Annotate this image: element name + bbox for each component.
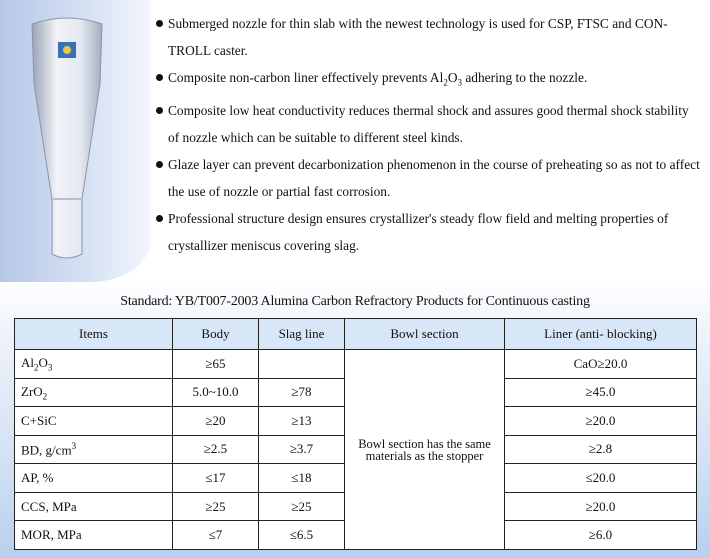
header-liner: Liner (anti- blocking) [505,319,697,350]
liner-cell: ≤20.0 [505,464,697,493]
table-header-row [15,319,697,350]
item-cell: $Al_2O_3$ [15,350,173,379]
feature-item [155,205,700,259]
feature-item [155,97,700,151]
header-bowl-section: Bowl section [345,319,505,350]
slag-cell: ≥25 [259,492,345,521]
slag-cell [259,350,345,379]
feature-text: Composite non-carbon liner effectively prevents $Al_2O_3$ adhering to the nozzle. [168,70,588,88]
liner-cell: ≥20.0 [505,492,697,521]
bullet-dot-icon [156,107,163,114]
slag-cell: ≤6.5 [259,521,345,550]
feature-text: Professional structure design ensures crystallizer's steady flow field and melting properties of crystallizer meniscus covering slag. [168,210,669,253]
body-cell: ≤17 [173,464,259,493]
slag-cell: ≥3.7 [259,435,345,464]
feature-text: Composite low heat conductivity reduces thermal shock and assures good thermal shock stability of nozzle which can be suitable to different steel kinds. [168,102,689,145]
item-cell: BD, $g/cm^3$ [15,435,173,464]
body-cell: ≥2.5 [173,435,259,464]
slag-cell: ≥13 [259,407,345,436]
table-caption: Standard: YB/T007-2003 Alumina Carbon Refractory Products for Continuous casting [120,294,590,309]
bullet-dot-icon [156,20,163,27]
feature-text: Glaze layer can prevent decarbonization phenomenon in the course of preheating so as not to affect the use of nozzle or partial fast corrosion. [168,156,700,199]
body-cell: ≤7 [173,521,259,550]
item-cell: CCS, MPa [15,492,173,521]
body-cell: ≥20 [173,407,259,436]
liner-cell: ≥45.0 [505,378,697,407]
liner-cell: ≥20.0 [505,407,697,436]
bullet-dot-icon [156,215,163,222]
submerged-nozzle-image [22,14,112,264]
item-cell: ZrO$_2$ [15,378,173,407]
spec-table [14,318,697,550]
item-cell: AP, % [15,464,173,493]
feature-list [155,10,700,259]
feature-item [155,10,700,64]
body-cell: ≥65 [173,350,259,379]
liner-cell: ≥6.0 [505,521,697,550]
liner-cell: CaO≥20.0 [505,350,697,379]
liner-cell: ≥2.8 [505,435,697,464]
header-items: Items [15,319,173,350]
feature-text: Submerged nozzle for thin slab with the newest technology is used for CSP, FTSC and CON-TROLL caster. [168,16,668,58]
bullet-dot-icon [156,161,163,168]
slag-cell: ≥78 [259,378,345,407]
bowl-section-note: Bowl section has the same materials as the stopper [345,350,505,550]
header-slag-line: Slag line [259,319,345,350]
bullet-dot-icon [156,74,163,81]
body-cell: ≥25 [173,492,259,521]
item-cell: MOR, MPa [15,521,173,550]
feature-item [155,64,700,97]
table-row [15,350,697,379]
item-cell: C+SiC [15,407,173,436]
header-body: Body [173,319,259,350]
feature-item [155,151,700,205]
slag-cell: ≤18 [259,464,345,493]
body-cell: 5.0~10.0 [173,378,259,407]
